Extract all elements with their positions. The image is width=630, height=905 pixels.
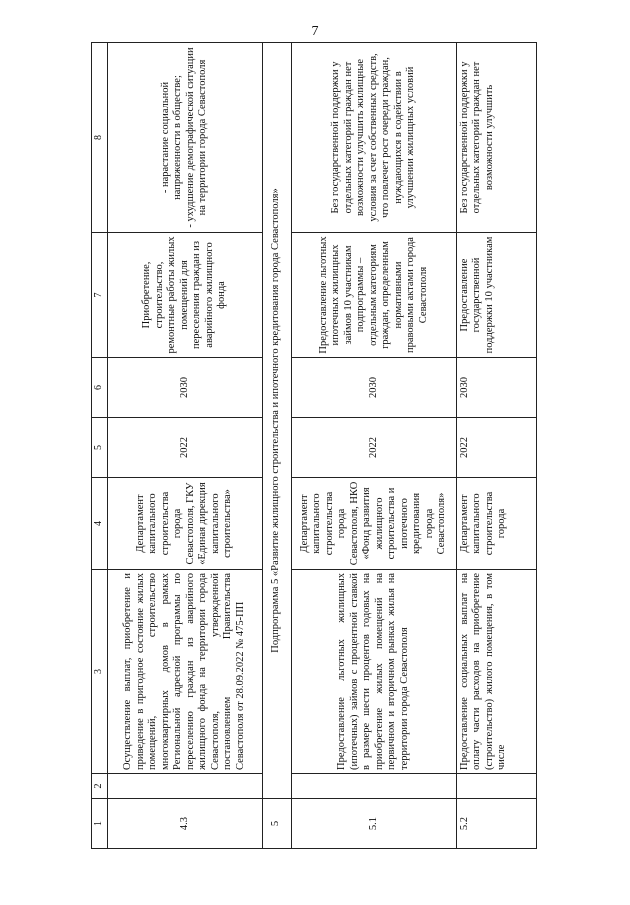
start-year: 2022 xyxy=(291,418,456,478)
row-number: 5.1 xyxy=(291,799,456,849)
table-row xyxy=(456,43,536,849)
executor-text: Департамент капитального строительства города Севастополя, НКО «Фонд развития жилищного строительства и ипотечного кредитования города Севастополя» xyxy=(291,478,456,570)
row-number: 4.3 xyxy=(108,799,263,849)
start-year: 2022 xyxy=(108,418,263,478)
page-number: 7 xyxy=(311,24,319,39)
header-col-2: 2 xyxy=(92,774,108,799)
row-col2 xyxy=(456,774,536,799)
result-text: Приобретение, строительство, ремонтные работы жилых помещений для переселения граждан из аварийного жилищного фонда xyxy=(108,233,263,358)
table-row xyxy=(108,43,263,849)
header-col-5: 5 xyxy=(92,418,108,478)
end-year: 2030 xyxy=(108,358,263,418)
result-text: Предоставление льготных ипотечных жилищных займов 10 участникам подпрограммы – отдельным категориям граждан, определенным нормативными правовыми актами города Севастополя xyxy=(291,233,456,358)
row-col2 xyxy=(291,774,456,799)
consequences-text: Без государственной поддержки у отдельных категорий граждан нет возможности улучшить xyxy=(456,43,536,233)
result-text: Предоставление государственной поддержки 10 участникам xyxy=(456,233,536,358)
end-year: 2030 xyxy=(291,358,456,418)
subprogram-row xyxy=(262,43,291,849)
end-year: 2030 xyxy=(456,358,536,418)
subprogram-number: 5 xyxy=(262,799,291,849)
row-col2 xyxy=(108,774,263,799)
header-col-4: 4 xyxy=(92,478,108,570)
table-row xyxy=(291,43,456,849)
header-col-3: 3 xyxy=(92,570,108,774)
header-col-6: 6 xyxy=(92,358,108,418)
header-col-8: 8 xyxy=(92,43,108,233)
start-year: 2022 xyxy=(456,418,536,478)
header-row xyxy=(92,43,108,849)
measure-text: Осуществление выплат, приобретение и приведение в пригодное состояние жилых помещений, строительство многоквартирных домов в рамках Региональной адресной программы по переселению граждан из аварийного жилищного фонда на территории города Севастополя, утвержденной постановлением Правительства Севастополя от 28.09.2022 № 475-ПП xyxy=(108,570,263,774)
rotated-table-container xyxy=(91,43,537,849)
measures-table xyxy=(91,42,537,849)
header-col-7: 7 xyxy=(92,233,108,358)
consequences-text: Без государственной поддержки у отдельных категорий граждан нет возможности улучшить жилищные условия за счет собственных средств, что повлечет рост очереди граждан, нуждающихся в содействии в улучшении жилищных условий xyxy=(291,43,456,233)
row-number: 5.2 xyxy=(456,799,536,849)
header-col-1: 1 xyxy=(92,799,108,849)
subprogram-title: Подпрограмма 5 «Развитие жилищного строительства и ипотечного кредитования города Севастополя» xyxy=(262,43,291,799)
consequences-text: - нарастание социальной напряженности в обществе; - ухудшение демографической ситуации на территории города Севастополя xyxy=(108,43,263,233)
measure-text: Предоставление льготных жилищных (ипотечных) займов с процентной ставкой в размере шести процентов годовых на приобретение жилых помещений на первичном и вторичном рынках жилья на территории города Севастополя xyxy=(291,570,456,774)
executor-text: Департамент капитального строительства города Севастополя, ГКУ «Единая дирекция капитального строительства» xyxy=(108,478,263,570)
executor-text: Департамент капитального строительства города xyxy=(456,478,536,570)
measure-text: Предоставление социальных выплат на оплату части расходов на приобретение (строительство) жилого помещения, в том числе xyxy=(456,570,536,774)
